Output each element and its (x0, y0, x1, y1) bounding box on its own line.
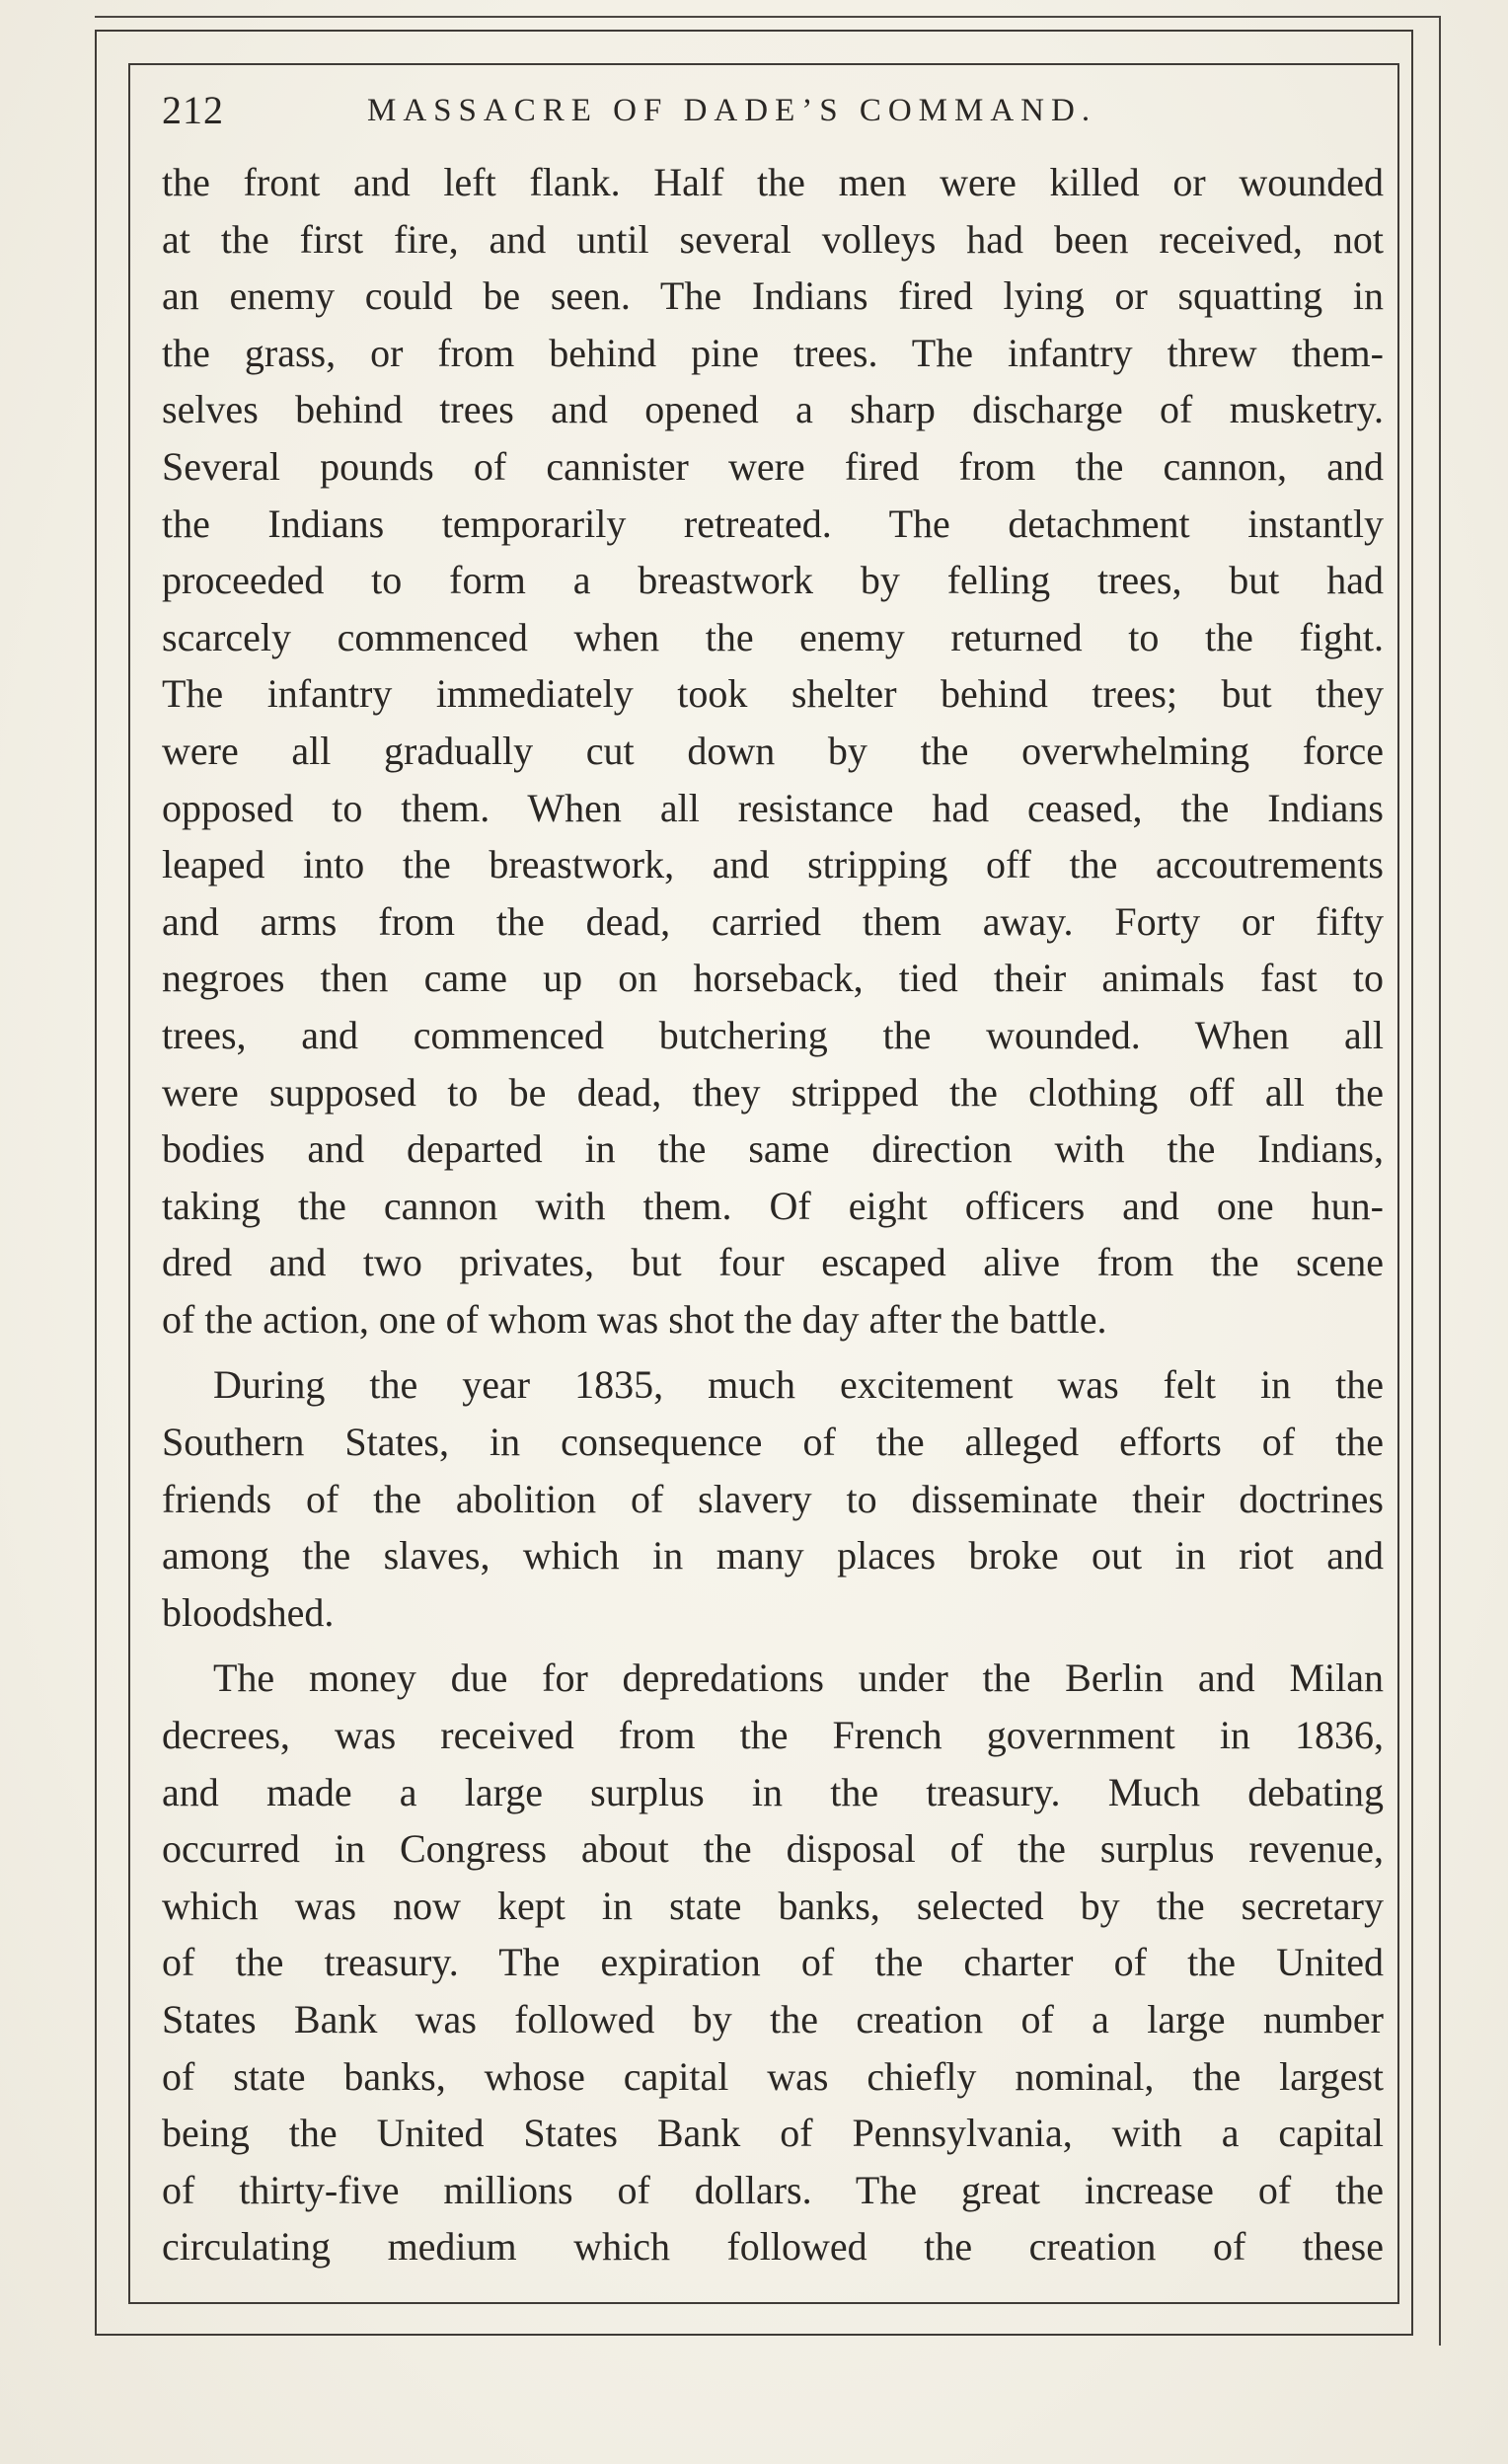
text-line: of state banks, whose capital was chiefly nominal, the largest (162, 2053, 1384, 2099)
text-line: The money due for depredations under the Berlin and Milan (213, 1656, 1384, 1701)
text-line: trees, and commenced butchering the wounded. When all (162, 1012, 1384, 1057)
text-line: scarcely commenced when the enemy returned to the fight. (162, 614, 1384, 659)
text-line: and made a large surplus in the treasury. Much debating (162, 1769, 1384, 1814)
text-line: of the treasury. The expiration of the charter of the United (162, 1940, 1384, 1985)
text-line: Several pounds of cannister were fired from the cannon, and (162, 443, 1384, 489)
text-line: friends of the abolition of slavery to disseminate their doctrines (162, 1476, 1384, 1521)
text-line: selves behind trees and opened a sharp discharge of musketry. (162, 387, 1384, 432)
paragraph (162, 1356, 1384, 1641)
text-line: which was now kept in state banks, selected by the secretary (162, 1883, 1384, 1928)
text-line: were all gradually cut down by the overwhelming force (162, 728, 1384, 773)
text-line: bodies and departed in the same direction with the Indians, (162, 1126, 1384, 1172)
text-line: proceeded to form a breastwork by felling trees, but had (162, 558, 1384, 603)
text-line: circulating medium which followed the creation of these (162, 2224, 1384, 2270)
text-line: The infantry immediately took shelter behind trees; but they (162, 671, 1384, 717)
text-line: and arms from the dead, carried them away. Forty or fifty (162, 898, 1384, 944)
text-line: the grass, or from behind pine trees. The infantry threw them- (162, 330, 1384, 375)
running-head-title: MASSACRE OF DADE’S COMMAND. (367, 93, 1097, 128)
text-line: dred and two privates, but four escaped alive from the scene (162, 1240, 1384, 1285)
text-line: negroes then came up on horseback, tied their animals fast to (162, 956, 1384, 1001)
text-line: of the action, one of whom was shot the day after the battle. (162, 1296, 1107, 1342)
text-line: of thirty-five millions of dollars. The great increase of the (162, 2167, 1384, 2212)
text-line: occurred in Congress about the disposal of the surplus revenue, (162, 1826, 1384, 1872)
text-line: Southern States, in consequence of the alleged efforts of the (162, 1420, 1384, 1465)
page-edge-top (95, 16, 1441, 18)
paragraph (162, 154, 1384, 1348)
text-line: an enemy could be seen. The Indians fired lying or squatting in (162, 273, 1384, 319)
text-line: States Bank was followed by the creation of a large number (162, 1997, 1384, 2041)
text-line: the front and left flank. Half the men were killed or wounded (162, 160, 1384, 204)
paragraph (162, 1650, 1384, 2275)
text-line: the Indians temporarily retreated. The detachment instantly (162, 500, 1384, 546)
text-line: taking the cannon with them. Of eight officers and one hun- (162, 1183, 1384, 1228)
page-number: 212 (162, 88, 224, 132)
text-line: among the slaves, which in many places broke out in riot and (162, 1533, 1384, 1578)
paragraph-gap (162, 1348, 1384, 1356)
page-edge-right (1439, 16, 1441, 2346)
body-text (162, 154, 1384, 2275)
text-line: being the United States Bank of Pennsylvania, with a capital (162, 2111, 1384, 2156)
text-line: were supposed to be dead, they stripped the clothing off all the (162, 1069, 1384, 1115)
text-line: opposed to them. When all resistance had ceased, the Indians (162, 785, 1384, 830)
paragraph-gap (162, 1641, 1384, 1650)
text-line: at the first fire, and until several volleys had been received, not (162, 216, 1384, 262)
text-line: leaped into the breastwork, and stripping off the accoutrements (162, 842, 1384, 887)
text-line: During the year 1835, much excitement was felt in the (213, 1362, 1384, 1408)
text-line: bloodshed. (162, 1589, 335, 1635)
running-head (162, 87, 1386, 144)
text-line: decrees, was received from the French government in 1836, (162, 1713, 1384, 1758)
